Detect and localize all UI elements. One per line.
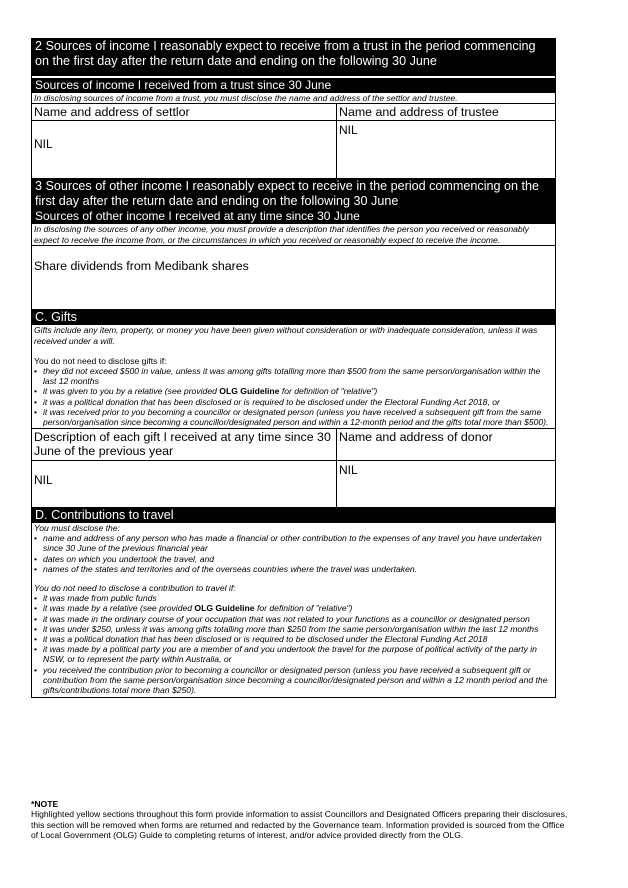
gifts-exemption-item: • it was received prior to you becoming a councillor or designated person (unless you have received a subsequent gift from the same person/organisation since becoming a councillor/designated person and within a 12-month period and the gifts total more than $500). xyxy=(34,407,555,427)
settlor-value: NIL xyxy=(34,137,53,152)
travel-exemption-item: • you received the contribution prior to becoming a councillor or designated person (unless you have received a subsequent gift or contribution from the same person/organisation since becoming a councillor/designated person and within a 12 month period and the gifts/contributions total more than $250). xyxy=(34,665,555,696)
travel-not-intro: You do not need to disclose a contribution to travel if: xyxy=(34,583,236,594)
travel-must-item: • name and address of any person who has made a financial or other contribution to the expenses of any travel you have undertaken since 30 June of the previous financial year xyxy=(34,533,555,553)
section3-note: In disclosing the sources of any other income, you must provide a description that identifies the person you received or reasonably expect to receive the income from, or the circumstances in which you received or reasonably expect to receive the income. xyxy=(34,224,529,245)
gifts-note: Gifts include any item, property, or money you have been given without consideration or with inadequate consideration, unless it was received under a will. xyxy=(34,325,538,346)
gifts-heading: C. Gifts xyxy=(32,309,555,326)
travel-exemptions-list xyxy=(32,593,555,697)
footnote-title: *NOTE xyxy=(31,799,59,809)
trustee-field[interactable] xyxy=(337,121,555,178)
gifts-exemption-item: • it was a political donation that has been disclosed or is required to be disclosed under the Electoral Funding Act 2018, or xyxy=(34,397,555,407)
section2-heading: 2 Sources of income I reasonably expect to receive from a trust in the period commencing on the first day after the return date and ending on the following 30 June xyxy=(32,38,555,76)
gifts-values xyxy=(32,460,555,507)
travel-must-list xyxy=(32,533,555,574)
travel-heading: D. Contributions to travel xyxy=(32,507,555,524)
other-income-field[interactable] xyxy=(32,246,555,309)
travel-must-item: • dates on which you undertook the travel, and xyxy=(34,554,555,564)
footnote xyxy=(31,799,571,841)
gift-description-value: NIL xyxy=(34,472,53,487)
travel-exemption-item: • it was made from public funds xyxy=(34,593,555,603)
travel-must-intro: You must disclose the: xyxy=(34,523,120,534)
section2-column-headers xyxy=(32,103,555,120)
gift-description-field[interactable] xyxy=(32,461,337,507)
gifts-column-headers xyxy=(32,428,555,459)
settlor-field[interactable] xyxy=(32,121,337,178)
olg-guideline-label: OLG Guideline xyxy=(219,386,280,397)
olg-guideline-label: OLG Guideline xyxy=(194,603,255,614)
travel-exemption-item: • it was a political donation that has been disclosed or is required to be disclosed under the Electoral Funding Act 2018 xyxy=(34,634,555,644)
disclosure-form xyxy=(31,38,556,698)
other-income-value: Share dividends from Medibank shares xyxy=(34,258,249,273)
section3-heading: 3 Sources of other income I reasonably expect to receive in the period commencing on the first day after the return date and ending on the following 30 June xyxy=(32,178,555,209)
gift-description-column-header: Description of each gift I received at any time since 30 June of the previous year xyxy=(32,429,337,459)
travel-must-item: • names of the states and territories and of the overseas countries where the travel was undertaken. xyxy=(34,564,555,574)
footnote-text: Highlighted yellow sections throughout this form provide information to assist Councillors and Designated Officers preparing their disclosures, this section will be removed when forms are returned and redacted by the Governance team. Information provided is sourced from the Office of Local Government (OLG) Guide to completing returns of interest, and/or advice provided directly from the OLG. xyxy=(31,809,568,841)
section2-note: In disclosing sources of income from a trust, you must disclose the name and address of the settlor and trustee. xyxy=(34,93,458,103)
trustee-value: NIL xyxy=(339,123,358,138)
gifts-exemption-item: • it was given to you by a relative (see provided OLG Guideline for definition of "relative") xyxy=(34,386,555,396)
travel-exemption-item: • it was made by a political party you are a member of and you undertook the travel for the purpose of political activity of the party in NSW, or to represent the party within Australia, or xyxy=(34,644,555,664)
gifts-intro: You do not need to disclose gifts if: xyxy=(34,355,167,366)
donor-field[interactable] xyxy=(337,461,555,507)
settlor-column-header: Name and address of settlor xyxy=(32,104,337,120)
form-bottom-border xyxy=(32,697,555,698)
donor-value: NIL xyxy=(339,462,358,477)
gifts-exemptions-list xyxy=(32,366,555,427)
travel-exemption-item: • it was made in the ordinary course of your occupation that was not related to your functions as a councillor or designated person xyxy=(34,614,555,624)
section2-subheading: Sources of income I received from a trust since 30 June xyxy=(32,76,555,93)
travel-exemption-item: • it was made by a relative (see provided OLG Guideline for definition of "relative") xyxy=(34,603,555,613)
trustee-column-header: Name and address of trustee xyxy=(339,105,499,120)
donor-column-header: Name and address of donor xyxy=(339,430,493,445)
section3-subheading: Sources of other income I received at any time since 30 June xyxy=(32,209,555,224)
section3-values xyxy=(32,245,555,309)
travel-exemption-item: • it was under $250, unless it was among gifts totalling more than $250 from the same person/organisation within the last 12 months xyxy=(34,624,555,634)
gifts-exemption-item: • they did not exceed $500 in value, unless it was among gifts totalling more than $500 from the same person/organisation within the last 12 months xyxy=(34,366,555,386)
section2-values xyxy=(32,120,555,178)
